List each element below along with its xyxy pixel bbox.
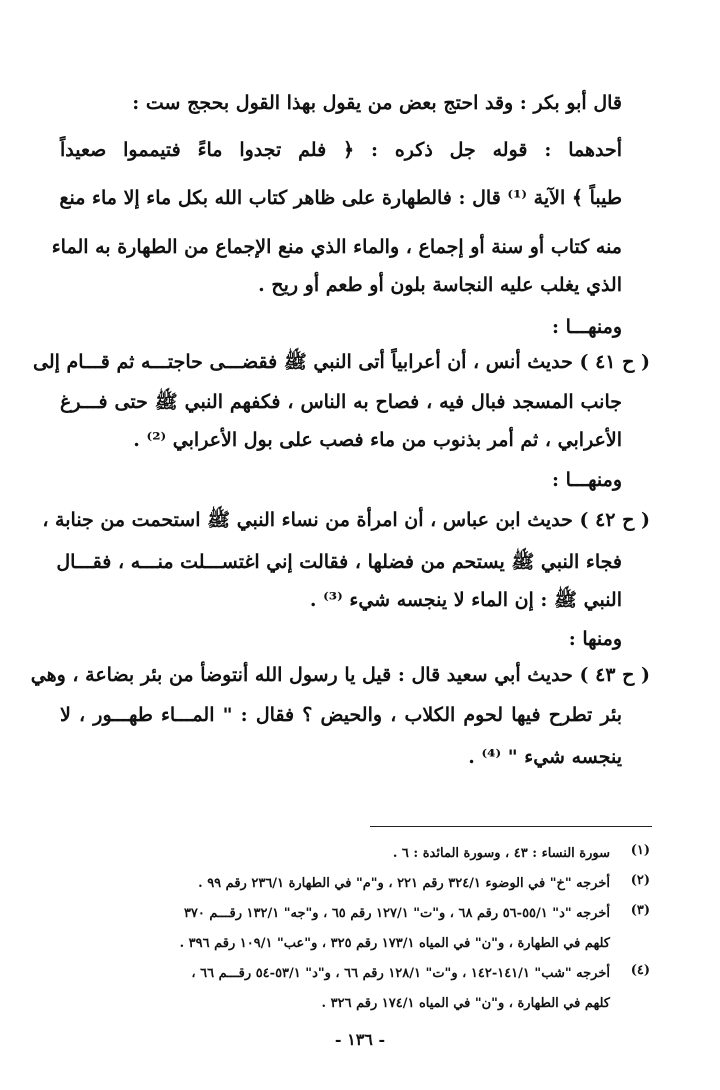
footnote-number: (٤) — [630, 963, 650, 978]
footnote-line: سورة النساء : ٤٣ ، وسورة المائدة : ٦ . — [392, 846, 610, 861]
text-line: ( ح ٤١ ) حديث أنس ، أن أعرابياً أتى النبي ﷺ فقضـــى حاجتـــه ثم قـــام إلى — [32, 351, 650, 373]
text-line: طيباً ﴾ الآية ⁽¹⁾ قال : فالطهارة على ظاهر كتاب الله بكل ماء إلا ماء منع — [59, 187, 622, 209]
text-line: الأعرابي ، ثم أمر بذنوب من ماء فصب على بول الأعرابي ⁽²⁾ . — [133, 429, 622, 451]
footnote-line: أخرجه "خ" في الوضوء ٣٢٤/١ رقم ٢٢١ ، و"م" في الطهارة ٢٣٦/١ رقم ٩٩ . — [198, 876, 610, 891]
footnote-line: أخرجه "شب" ١٤١/١-١٤٢ ، و"ت" ١٢٨/١ رقم ٦٦ ، و"د" ٥٣/١-٥٤ رقـــم ٦٦ ، — [191, 966, 610, 981]
footnote-line: كلهم في الطهارة ، و"ن" في المياه ١٧٤/١ رقم ٣٢٦ . — [321, 996, 610, 1011]
text-line: منه كتاب أو سنة أو إجماع ، والماء الذي منع الإجماع من الطهارة به الماء — [51, 236, 622, 258]
text-line: بئر تطرح فيها لحوم الكلاب ، والحيض ؟ فقال : " المـــاء طهـــور ، لا — [60, 704, 622, 726]
text-line: ( ح ٤٣ ) حديث أبي سعيد قال : قيل يا رسول الله أنتوضأ من بئر بضاعة ، وهي — [30, 664, 650, 686]
text-line: ومنهـــا : — [552, 316, 622, 338]
footnote-number: (١) — [630, 843, 650, 858]
text-line: فجاء النبي ﷺ يستحم من فضلها ، فقالت إني اغتســـلت منـــه ، فقـــال — [56, 551, 622, 573]
text-line: أحدهما : قوله جل ذكره : ﴿ فلم تجدوا ماءً فتيمموا صعيداً — [60, 139, 622, 161]
footnote-line: كلهم في الطهارة ، و"ن" في المياه ١٧٣/١ رقم ٣٢٥ ، و"عب" ١٠٩/١ رقم ٣٩٦ . — [179, 936, 610, 951]
text-line: النبي ﷺ : إن الماء لا ينجسه شيء ⁽³⁾ . — [309, 589, 622, 611]
text-line: قال أبو بكر : وقد احتج بعض من يقول بهذا القول بحجج ست : — [132, 92, 622, 114]
page-number: - ١٣٦ - — [334, 1030, 386, 1049]
text-line: ومنهـــا : — [552, 469, 622, 491]
footnote-number: (٢) — [630, 873, 650, 888]
text-line: ومنها : — [568, 628, 622, 650]
footnote-line: أخرجه "د" ٥٥/١-٥٦ رقم ٦٨ ، و"ت" ١٢٧/١ رقم ٦٥ ، و"جه" ١٣٢/١ رقـــم ٣٧٠ — [183, 906, 610, 921]
text-line: جانب المسجد فبال فيه ، فصاح به الناس ، فكفهم النبي ﷺ حتى فـــرغ — [60, 391, 622, 413]
footnote-number: (٣) — [630, 903, 650, 918]
text-line: الذي يغلب عليه النجاسة بلون أو طعم أو ريح . — [258, 274, 622, 296]
footnote-divider — [370, 826, 652, 827]
text-line: ينجسه شيء " ⁽⁴⁾ . — [468, 746, 622, 768]
text-line: ( ح ٤٢ ) حديث ابن عباس ، أن امرأة من نساء النبي ﷺ استحمت من جنابة ، — [42, 509, 650, 531]
